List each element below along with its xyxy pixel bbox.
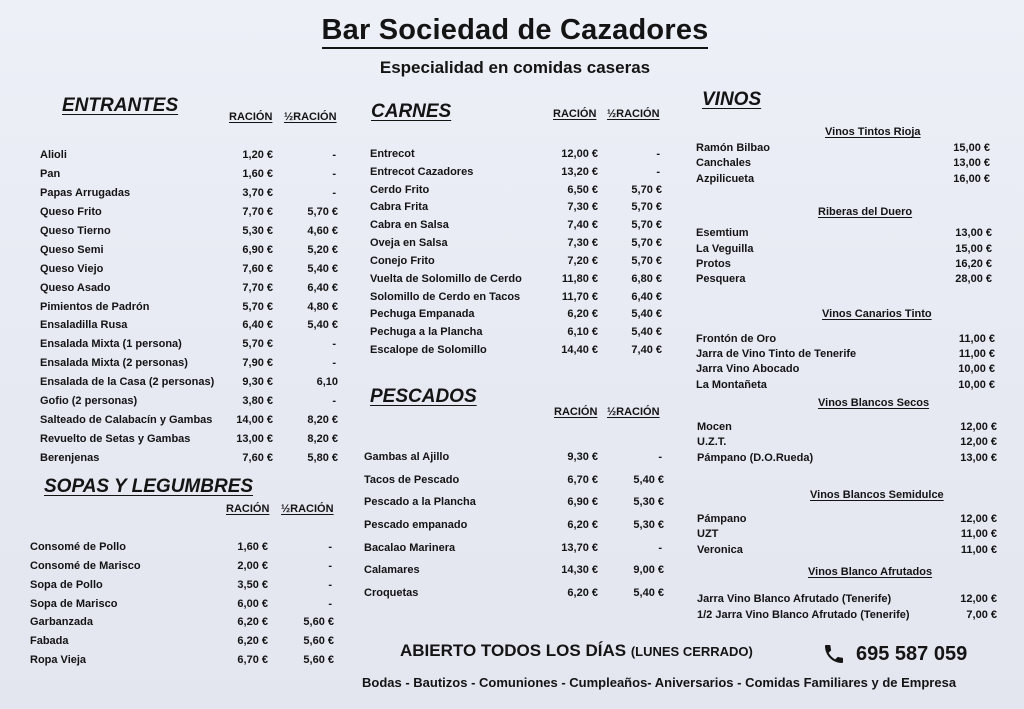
menu-item-price-racion: 13,20 € (561, 165, 598, 178)
menu-item-name: Gambas al Ajillo (364, 451, 450, 463)
menu-item-price-racion: 6,70 € (567, 473, 598, 486)
wine-row (697, 420, 997, 435)
menu-item-name: Queso Tierno (40, 224, 111, 237)
menu-item-price-racion: 7,70 € (242, 281, 273, 294)
wine-name: Veronica (697, 544, 743, 556)
menu-item-name: Conejo Frito (370, 254, 435, 267)
menu-item-name: Queso Frito (40, 205, 102, 218)
wine-price: 12,00 € (960, 421, 997, 433)
wine-price: 11,00 € (960, 528, 997, 540)
menu-item-name: Pimientos de Padrón (40, 300, 150, 313)
menu-item-price-racion: 7,40 € (567, 219, 598, 232)
restaurant-subtitle: Especialidad en comidas caseras (379, 58, 651, 77)
wine-name: Frontón de Oro (696, 333, 777, 345)
menu-item-price-racion: 2,00 € (237, 559, 268, 572)
menu-item-price-racion: 6,00 € (237, 597, 268, 610)
wine-name: Jarra Vino Abocado (696, 363, 800, 375)
menu-item-row (40, 431, 338, 447)
wine-name: Esemtium (696, 227, 749, 239)
wine-price: 12,00 € (960, 513, 997, 525)
wine-name: UZT (697, 528, 719, 540)
menu-item-price-racion: 5,70 € (242, 338, 273, 351)
wine-row (697, 451, 997, 466)
wine-price: 13,00 € (955, 227, 992, 239)
menu-item-price-media: - (332, 395, 336, 408)
opening-hours (400, 641, 753, 661)
colhead-media-carnes: ½RACIÓN (607, 108, 660, 120)
wine-price: 7,00 € (966, 609, 997, 621)
menu-item-price-racion: 6,20 € (567, 308, 598, 321)
menu-item-price-media: 6,80 € (631, 272, 662, 285)
menu-item-row (40, 412, 338, 428)
wine-row (696, 226, 992, 241)
wine-name: Jarra de Vino Tinto de Tenerife (696, 348, 857, 360)
wine-row (697, 592, 997, 607)
menu-item-row (364, 494, 664, 510)
menu-item-price-media: 5,70 € (631, 237, 662, 250)
menu-item-row (40, 242, 338, 258)
menu-item-name: Ropa Vieja (30, 654, 87, 666)
menu-item-name: Escalope de Solomillo (370, 344, 487, 356)
menu-item-name: Oveja en Salsa (370, 237, 448, 250)
menu-item-price-media: - (658, 451, 662, 463)
menu-item-price-media: 5,20 € (307, 243, 338, 256)
colhead-media-entrantes: ½RACIÓN (284, 111, 337, 123)
menu-item-price-media: 5,40 € (307, 262, 338, 275)
menu-item-price-racion: 6,20 € (237, 616, 268, 629)
wine-row (696, 378, 995, 393)
menu-item-name: Pechuga Empanada (370, 308, 475, 321)
menu-item-price-media: 5,80 € (307, 452, 338, 464)
menu-item-price-racion: 7,20 € (567, 254, 598, 267)
menu-item-name: Sopa de Marisco (30, 597, 118, 610)
wine-category-title: Vinos Blanco Afrutados (808, 566, 933, 578)
colhead-racion-entrantes: RACIÓN (229, 111, 273, 123)
menu-item-name: Solomillo de Cerdo en Tacos (370, 290, 521, 303)
menu-item-row (364, 585, 664, 601)
closed-text: (LUNES CERRADO) (630, 644, 753, 659)
section-title-sopas: SOPAS Y LEGUMBRES (44, 476, 254, 497)
menu-item-name: Gofio (2 personas) (40, 395, 138, 408)
menu-item-price-media: 4,80 € (307, 300, 338, 313)
wine-category-title: Vinos Tintos Rioja (825, 126, 921, 138)
wine-price: 11,00 € (958, 333, 995, 345)
menu-item-row (370, 324, 662, 340)
wine-price: 16,00 € (953, 173, 990, 185)
menu-item-row (40, 299, 338, 315)
menu-item-price-media: 5,60 € (303, 635, 334, 648)
menu-item-name: Cerdo Frito (370, 183, 430, 196)
menu-item-price-media: - (328, 597, 332, 610)
menu-item-price-racion: 6,10 € (567, 326, 598, 339)
menu-item-row (30, 596, 334, 612)
menu-item-name: Revuelto de Setas y Gambas (40, 433, 191, 446)
menu-item-name: Cabra en Salsa (370, 219, 449, 232)
wine-row (696, 156, 990, 171)
menu-item-price-media: 5,70 € (631, 219, 662, 232)
menu-item-row (40, 355, 338, 371)
menu-item-price-racion: 3,70 € (242, 186, 273, 199)
menu-item-price-media: - (656, 148, 660, 160)
menu-item-row (40, 185, 338, 201)
menu-item-row (370, 271, 662, 287)
menu-item-row (40, 280, 338, 296)
colhead-racion-carnes: RACIÓN (553, 108, 597, 120)
menu-item-row (40, 317, 338, 333)
wine-category-title: Riberas del Duero (818, 206, 913, 218)
menu-item-name: Pescado a la Plancha (364, 496, 476, 509)
menu-item-name: Pan (40, 167, 61, 180)
menu-item-row (364, 562, 664, 578)
section-title-vinos: VINOS (702, 89, 762, 110)
menu-item-row (40, 147, 338, 163)
wine-row (696, 257, 992, 272)
menu-item-price-racion: 6,20 € (237, 635, 268, 648)
menu-item-price-media: 5,60 € (303, 616, 334, 629)
phone-icon (822, 642, 846, 666)
menu-item-price-racion: 13,00 € (236, 433, 273, 446)
menu-item-row (370, 306, 662, 322)
menu-item-price-media: 5,70 € (631, 183, 662, 196)
colhead-media-sopas: ½RACIÓN (281, 503, 334, 515)
wine-price: 12,00 € (960, 436, 997, 448)
menu-item-name: Cabra Frita (370, 201, 429, 214)
menu-item-price-racion: 6,70 € (237, 654, 268, 666)
menu-item-price-racion: 6,20 € (567, 587, 598, 599)
menu-item-price-media: 5,40 € (631, 308, 662, 321)
restaurant-title: Bar Sociedad de Cazadores (0, 14, 1024, 47)
menu-item-row (30, 652, 334, 668)
menu-item-price-media: - (332, 338, 336, 351)
wine-row (696, 141, 990, 156)
menu-item-name: Consomé de Marisco (30, 559, 141, 572)
colhead-racion-sopas: RACIÓN (226, 503, 270, 515)
menu-item-price-racion: 14,40 € (561, 344, 598, 356)
wine-row (696, 347, 995, 362)
section-title-pescados: PESCADOS (370, 386, 477, 407)
menu-item-price-racion: 3,80 € (242, 395, 273, 408)
menu-item-price-racion: 6,90 € (242, 243, 273, 256)
colhead-media-pescados: ½RACIÓN (607, 406, 660, 418)
wine-row (696, 362, 995, 377)
phone-number[interactable] (822, 642, 967, 666)
wine-name: Ramón Bilbao (696, 142, 770, 154)
menu-item-name: Calamares (364, 564, 420, 577)
menu-item-name: Papas Arrugadas (40, 186, 131, 199)
menu-item-row (370, 342, 662, 358)
wine-name: Pámpano (D.O.Rueda) (697, 452, 814, 464)
wine-price: 12,00 € (960, 593, 997, 605)
menu-item-row (370, 235, 662, 251)
wine-price: 15,00 € (955, 243, 992, 255)
menu-item-price-media: 7,40 € (631, 344, 662, 356)
menu-item-price-media: 5,40 € (633, 473, 664, 486)
menu-item-row (30, 614, 334, 630)
menu-item-name: Tacos de Pescado (364, 473, 460, 486)
menu-item-price-racion: 14,30 € (561, 564, 598, 577)
menu-item-price-media: 5,40 € (633, 587, 664, 599)
wine-price: 10,00 € (958, 363, 995, 375)
menu-item-name: Ensalada Mixta (1 persona) (40, 338, 182, 351)
menu-item-row (364, 517, 664, 533)
menu-item-price-racion: 6,40 € (242, 319, 273, 332)
menu-item-row (40, 261, 338, 277)
menu-item-name: Croquetas (364, 587, 419, 599)
menu-item-price-media: 5,70 € (631, 201, 662, 214)
menu-item-name: Queso Viejo (40, 262, 104, 275)
menu-item-price-media: 5,40 € (307, 319, 338, 332)
menu-item-price-racion: 14,00 € (236, 414, 273, 427)
phone-text: 695 587 059 (856, 642, 968, 665)
menu-item-price-racion: 6,90 € (567, 496, 598, 509)
menu-item-price-racion: 11,80 € (561, 272, 598, 285)
menu-item-name: Vuelta de Solomillo de Cerdo (370, 272, 522, 285)
menu-item-row (30, 558, 334, 574)
menu-item-name: Alioli (40, 149, 67, 161)
menu-item-name: Salteado de Calabacín y Gambas (40, 414, 213, 427)
section-title-carnes: CARNES (371, 101, 452, 122)
menu-item-price-racion: 5,30 € (242, 224, 273, 237)
menu-item-row (30, 633, 334, 649)
menu-item-row (370, 146, 662, 162)
menu-item-price-media: - (332, 357, 336, 370)
menu-item-price-media: 5,30 € (633, 496, 664, 509)
wine-name: Pámpano (697, 513, 747, 525)
wine-row (697, 543, 997, 558)
menu-item-row (364, 449, 664, 465)
menu-item-name: Ensalada Mixta (2 personas) (40, 357, 188, 370)
menu-item-row (40, 374, 338, 390)
menu-item-price-media: 6,10 (316, 376, 338, 389)
wine-row (696, 242, 992, 257)
menu-item-name: Pescado empanado (364, 519, 468, 531)
menu-item-price-racion: 11,70 € (561, 290, 598, 303)
menu-item-price-media: - (328, 541, 332, 553)
wine-price: 11,00 € (958, 348, 995, 360)
menu-item-price-racion: 1,60 € (237, 541, 268, 553)
menu-item-price-media: 4,60 € (307, 224, 338, 237)
menu-item-name: Bacalao Marinera (364, 541, 456, 554)
menu-item-price-racion: 7,30 € (567, 201, 598, 214)
wine-row (697, 527, 997, 542)
menu-item-price-media: 9,00 € (633, 564, 664, 577)
menu-item-price-media: - (656, 165, 660, 178)
menu-item-price-media: 5,40 € (631, 326, 662, 339)
menu-item-price-racion: 7,30 € (567, 237, 598, 250)
menu-item-name: Queso Semi (40, 243, 104, 256)
wine-category-title: Vinos Canarios Tinto (822, 308, 932, 320)
menu-item-row (40, 450, 338, 466)
menu-item-row (40, 393, 338, 409)
menu-item-row (370, 217, 662, 233)
wine-price: 28,00 € (955, 273, 992, 285)
menu-item-price-racion: 1,60 € (242, 167, 273, 180)
wine-row (696, 172, 990, 187)
wine-name: Pesquera (696, 273, 746, 285)
wine-name: La Montañeta (696, 379, 767, 391)
menu-item-price-racion: 1,20 € (242, 149, 273, 161)
menu-item-row (370, 164, 662, 180)
colhead-racion-pescados: RACIÓN (554, 406, 598, 418)
wine-name: Jarra Vino Blanco Afrutado (Tenerife) (697, 593, 892, 605)
menu-item-name: Consomé de Pollo (30, 541, 126, 553)
menu-item-price-racion: 3,50 € (237, 578, 268, 591)
menu-item-price-media: 8,20 € (307, 414, 338, 427)
menu-item-price-racion: 5,70 € (242, 300, 273, 313)
menu-item-price-media: - (332, 186, 336, 199)
menu-item-row (40, 223, 338, 239)
menu-item-name: Ensaladilla Rusa (40, 319, 128, 332)
menu-item-price-media: - (332, 149, 336, 161)
menu-item-price-media: 6,40 € (307, 281, 338, 294)
menu-item-price-racion: 7,70 € (242, 205, 273, 218)
menu-item-price-racion: 7,90 € (242, 357, 273, 370)
wine-row (696, 332, 995, 347)
menu-item-row (370, 199, 662, 215)
wine-price: 11,00 € (960, 544, 997, 556)
wine-row (697, 608, 997, 623)
menu-item-price-media: 5,30 € (633, 519, 664, 531)
menu-item-name: Garbanzada (30, 616, 93, 629)
menu-item-price-racion: 6,20 € (567, 519, 598, 531)
menu-item-name: Fabada (30, 635, 69, 648)
menu-item-price-racion: 7,60 € (242, 452, 273, 464)
events-list: Bodas - Bautizos - Comuniones - Cumpleaños- Aniversarios - Comidas Familiares y de Empresa (362, 675, 957, 690)
menu-item-row (40, 204, 338, 220)
menu-item-name: Sopa de Pollo (30, 578, 103, 591)
wine-name: Canchales (696, 157, 752, 169)
menu-item-price-racion: 13,70 € (561, 541, 598, 554)
wine-price: 15,00 € (953, 142, 990, 154)
menu-item-price-media: - (332, 167, 336, 180)
wine-price: 13,00 € (960, 452, 997, 464)
menu-item-row (370, 182, 662, 198)
wine-name: 1/2 Jarra Vino Blanco Afrutado (Tenerife) (697, 609, 910, 621)
menu-item-name: Entrecot Cazadores (370, 165, 474, 178)
menu-item-row (370, 253, 662, 269)
menu-item-price-media: - (328, 559, 332, 572)
menu-item-name: Queso Asado (40, 281, 111, 294)
wine-name: Mocen (697, 421, 732, 433)
menu-item-price-racion: 9,30 € (242, 376, 273, 389)
menu-item-name: Berenjenas (40, 452, 100, 464)
wine-price: 13,00 € (953, 157, 990, 169)
menu-item-row (370, 289, 662, 305)
wine-category-title: Vinos Blancos Semidulce (810, 489, 944, 501)
menu-item-name: Entrecot (370, 148, 415, 160)
menu-item-row (364, 540, 664, 556)
menu-item-price-media: 6,40 € (631, 290, 662, 303)
menu-item-row (30, 577, 334, 593)
wine-row (697, 512, 997, 527)
menu-item-price-racion: 7,60 € (242, 262, 273, 275)
menu-item-name: Ensalada de la Casa (2 personas) (40, 376, 215, 389)
menu-item-price-racion: 12,00 € (561, 148, 598, 160)
wine-price: 10,00 € (958, 379, 995, 391)
menu-item-price-media: 5,70 € (307, 205, 338, 218)
wine-name: Azpilicueta (696, 173, 755, 185)
menu-item-row (40, 336, 338, 352)
menu-item-price-racion: 6,50 € (567, 183, 598, 196)
wine-row (697, 435, 997, 450)
menu-item-price-media: 5,70 € (631, 254, 662, 267)
menu-item-row (40, 166, 338, 182)
menu-item-row (30, 539, 334, 555)
menu-item-price-racion: 9,30 € (567, 451, 598, 463)
wine-row (696, 272, 992, 287)
wine-category-title: Vinos Blancos Secos (818, 397, 930, 409)
open-text: ABIERTO TODOS LOS DÍAS (400, 641, 627, 660)
menu-item-price-media: - (328, 578, 332, 591)
wine-name: U.Z.T. (697, 436, 727, 448)
section-title-entrantes: ENTRANTES (62, 95, 179, 116)
wine-name: Protos (696, 258, 731, 270)
menu-item-name: Pechuga a la Plancha (370, 326, 483, 339)
menu-item-price-media: 5,60 € (303, 654, 334, 666)
menu-item-price-media: - (658, 541, 662, 554)
wine-price: 16,20 € (955, 258, 992, 270)
menu-item-price-media: 8,20 € (307, 433, 338, 446)
wine-name: La Veguilla (696, 243, 754, 255)
menu-item-row (364, 472, 664, 488)
